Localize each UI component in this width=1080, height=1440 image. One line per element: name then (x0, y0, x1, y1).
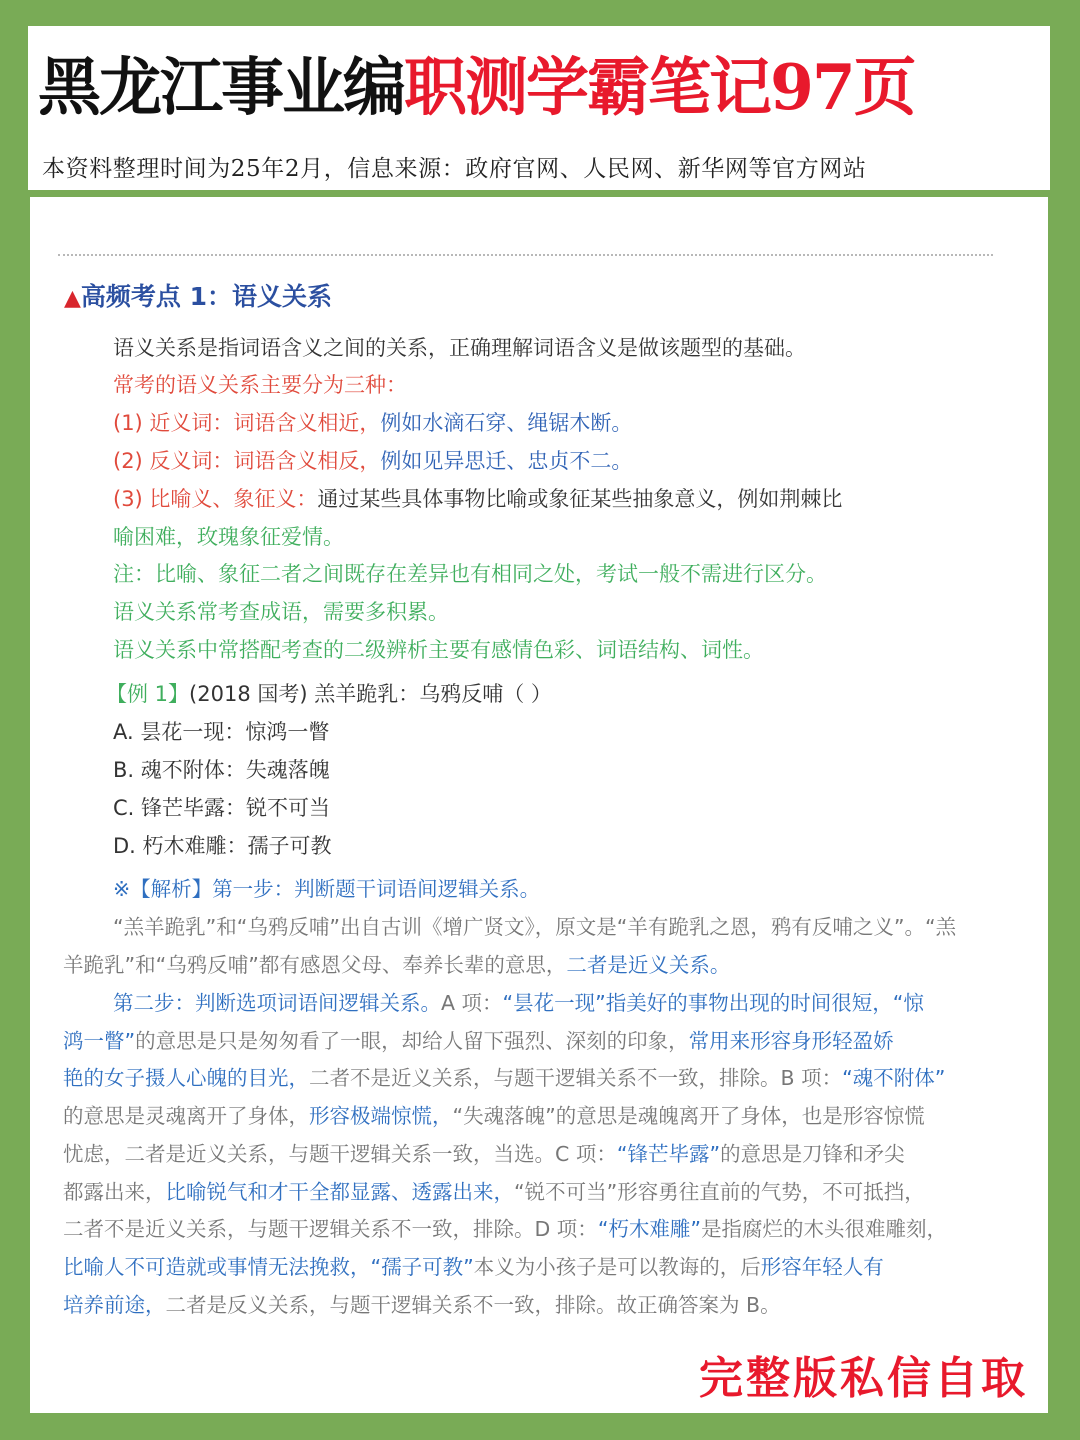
analysis-text: 的意思是只是匆匆看了一眼，却给人留下强烈、深刻的印象， (135, 1029, 689, 1053)
cta-private-message: 完整版私信自取 (699, 1353, 1028, 1404)
analysis-highlight: “孺子可教” (370, 1255, 474, 1279)
page-title (38, 42, 915, 132)
synonym-label: (1) 近义词：词语含义相近， (113, 411, 381, 435)
analysis-highlight: 比喻人不可造就或事情无法挽救， (63, 1255, 371, 1279)
analysis-highlight: 培养前途， (63, 1293, 166, 1317)
analysis-p2-line-9 (63, 1290, 781, 1320)
title-red-part: 职测学霸笔记97页 (404, 50, 915, 124)
analysis-text: 是指腐烂的木头很难雕刻， (701, 1217, 948, 1241)
analysis-step-1-text: 第一步：判断题干词语间逻辑关系。 (212, 877, 541, 901)
analysis-p2-line-8 (63, 1252, 884, 1282)
option-b: B. 魂不附体：失魂落魄 (113, 758, 330, 782)
source-subtitle: 本资料整理时间为25年2月，信息来源：政府官网、人民网、新华网等官方网站 (42, 156, 867, 182)
section-heading-text: 高频考点 1：语义关系 (80, 282, 333, 311)
analysis-text: 都露出来， (63, 1180, 166, 1204)
analysis-highlight: 二者是近义关系。 (566, 953, 731, 977)
analysis-text: “锐不可当”形容勇往直前的气势，不可抵挡， (514, 1180, 925, 1204)
analysis-p1-line-1: “羔羊跪乳”和“乌鸦反哺”出自古训《增广贤文》，原文是“羊有跪乳之恩，鸦有反哺之义”。“羔 (113, 915, 957, 939)
analysis-text: 二者不是近义关系，与题干逻辑关系不一致，排除。B 项： (309, 1066, 843, 1090)
synonym-example: 例如水滴石穿、绳锯木断。 (380, 411, 633, 435)
analysis-p2-line-7 (63, 1214, 947, 1244)
analysis-text: 的意思是刀锋和矛尖 (720, 1142, 905, 1166)
analysis-highlight: 艳的女子摄人心魄的目光， (63, 1066, 309, 1090)
analysis-highlight: 形容年轻人有 (760, 1255, 884, 1279)
analysis-text: 羊跪乳”和“乌鸦反哺”都有感恩父母、奉养长辈的意思， (63, 953, 567, 977)
analysis-step-2: 第二步：判断选项词语间逻辑关系。 (113, 991, 441, 1015)
analysis-highlight: 比喻锐气和才干全都显露、透露出来， (165, 1180, 514, 1204)
analysis-highlight: “魂不附体” (842, 1066, 946, 1090)
analysis-text: 的意思是灵魂离开了身体， (63, 1104, 309, 1128)
analysis-text: 忧虑，二者是近义关系，与题干逻辑关系一致，当选。C 项： (63, 1142, 617, 1166)
analysis-text: 本义为小孩子是可以教诲的，后 (473, 1255, 761, 1279)
document-page (30, 197, 1048, 1413)
analysis-p2-line-6 (63, 1177, 925, 1207)
analysis-p2-line-5 (63, 1139, 905, 1169)
metaphor-label: (3) 比喻义、象征义： (113, 487, 318, 511)
analysis-highlight: 鸿一瞥” (63, 1029, 136, 1053)
option-a: A. 昙花一现：惊鸿一瞥 (113, 720, 330, 744)
intro-line-5 (113, 484, 842, 514)
intro-line-2: 常考的语义关系主要分为三种： (113, 373, 407, 397)
antonym-label: (2) 反义词：词语含义相反， (113, 449, 381, 473)
section-heading (64, 277, 332, 313)
option-c: C. 锋芒毕露：锐不可当 (113, 796, 331, 820)
header-banner (28, 26, 1050, 190)
analysis-highlight: “锋芒毕露” (616, 1142, 721, 1166)
analysis-highlight: 形容极端惊慌， (309, 1104, 453, 1128)
analysis-p2-line-3 (63, 1063, 945, 1093)
analysis-p2-line-4 (63, 1101, 925, 1131)
analysis-highlight: “朽木难雕” (597, 1217, 702, 1241)
analysis-highlight: “昙花一现”指美好的事物出现的时间很短，“惊 (502, 991, 924, 1015)
triangle-icon: ▲ (64, 286, 81, 311)
metaphor-text: 通过某些具体事物比喻或象征某些抽象意义，例如荆棘比 (317, 487, 843, 511)
analysis-text: “失魂落魄”的意思是魂魄离开了身体，也是形容惊慌 (452, 1104, 925, 1128)
analysis-text: 二者是反义关系，与题干逻辑关系不一致，排除。故正确答案为 B。 (165, 1293, 781, 1317)
title-black-part: 黑龙江事业编 (38, 50, 404, 124)
analysis-highlight: 常用来形容身形轻盈娇 (688, 1029, 894, 1053)
analysis-text: A 项： (441, 991, 503, 1015)
intro-line-8: 语义关系常考查成语，需要多积累。 (113, 600, 449, 624)
analysis-p1-line-2 (63, 950, 730, 980)
analysis-p2-line-1 (113, 988, 924, 1018)
intro-line-6: 喻困难，玫瑰象征爱情。 (113, 525, 344, 549)
analysis-text: 二者不是近义关系，与题干逻辑关系不一致，排除。D 项： (63, 1217, 598, 1241)
dotted-divider (58, 254, 993, 256)
intro-line-1: 语义关系是指词语含义之间的关系，正确理解词语含义是做该题型的基础。 (113, 336, 806, 360)
example-question-text: (2018 国考) 羔羊跪乳：乌鸦反哺（ ） (189, 682, 552, 706)
intro-note: 注：比喻、象征二者之间既存在差异也有相同之处，考试一般不需进行区分。 (113, 562, 827, 586)
analysis-p2-line-2 (63, 1026, 894, 1056)
analysis-step-1 (113, 874, 540, 904)
intro-line-4 (113, 446, 632, 476)
example-question (106, 679, 552, 709)
option-d: D. 朽木难雕：孺子可教 (113, 834, 332, 858)
intro-line-9: 语义关系中常搭配考查的二级辨析主要有感情色彩、词语结构、词性。 (113, 638, 764, 662)
intro-line-3 (113, 408, 632, 438)
antonym-example: 例如见异思迁、忠贞不二。 (380, 449, 633, 473)
example-tag: 【例 1】 (106, 682, 190, 706)
analysis-mark: ※【解析】 (113, 877, 213, 901)
